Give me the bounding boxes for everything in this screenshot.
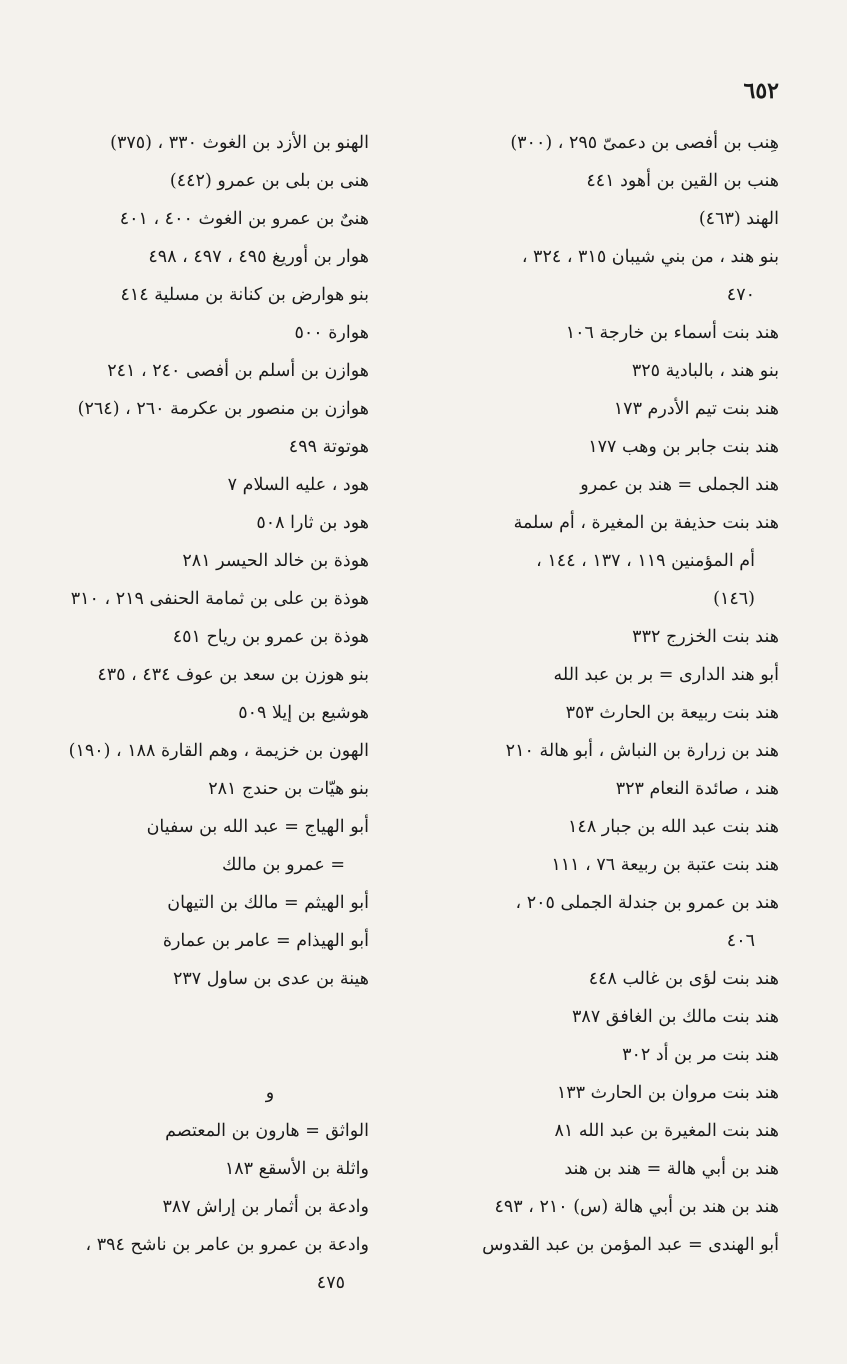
index-entry: أبو الهيثم = مالك بن التيهان — [167, 893, 369, 913]
index-entry-continuation: ٤٧٥ — [316, 1273, 345, 1293]
index-entry-continuation: = عمرو بن مالك — [222, 855, 345, 875]
index-entry: هوارة ٥٠٠ — [294, 323, 369, 343]
index-entry-continuation: ٤٠٦ — [726, 931, 755, 951]
index-entry: هند الجملى = هند بن عمرو — [580, 475, 779, 495]
index-entry: أبو الهياج = عبد الله بن سفيان — [146, 817, 369, 837]
index-entry: هند بن زرارة بن النباش ، أبو هالة ٢١٠ — [505, 741, 779, 761]
index-entry: هند بنت تيم الأدرم ١٧٣ — [613, 399, 779, 419]
index-entry: واثلة بن الأسقع ١٨٣ — [224, 1159, 369, 1179]
index-entry: هند بنت لؤى بن غالب ٤٤٨ — [588, 969, 779, 989]
index-entry: هند بن هند بن أبي هالة (س) ٢١٠ ، ٤٩٣ — [494, 1197, 779, 1217]
index-entry: هنب بن القين بن أهود ٤٤١ — [586, 171, 779, 191]
index-entry: هند بنت عتبة بن ربيعة ٧٦ ، ١١١ — [551, 855, 779, 875]
spacer — [21, 998, 369, 1036]
index-entry-continuation: أم المؤمنين ١١٩ ، ١٣٧ ، ١٤٤ ، — [536, 551, 755, 571]
index-entry: هنى بن بلى بن عمرو (٤٤٢) — [169, 171, 369, 191]
index-column-left — [21, 124, 369, 1302]
index-entry: هند بن أبي هالة = هند بن هند — [564, 1159, 779, 1179]
index-entry: هند بنت مر بن أد ٣٠٢ — [622, 1045, 779, 1065]
index-entry: هود ، عليه السلام ٧ — [227, 475, 369, 495]
index-entry: هوذة بن خالد الحيسر ٢٨١ — [182, 551, 369, 571]
index-entry: الواثق = هارون بن المعتصم — [165, 1121, 369, 1141]
index-entry: بنو هوارض بن كنانة بن مسلية ٤١٤ — [120, 285, 369, 305]
index-entry: هند بنت أسماء بن خارجة ١٠٦ — [565, 323, 779, 343]
index-entry: هود بن ثارا ٥٠٨ — [256, 513, 369, 533]
index-entry: هند بن عمرو بن جندلة الجملى ٢٠٥ ، — [515, 893, 779, 913]
section-letter-heading: و — [265, 1083, 275, 1103]
index-entry: هوشيع بن إيلا ٥٠٩ — [238, 703, 369, 723]
index-entry: وادعة بن عمرو بن عامر بن ناشح ٣٩٤ ، — [85, 1235, 369, 1255]
index-entry: هند بنت جابر بن وهب ١٧٧ — [588, 437, 779, 457]
index-entry: هند بنت ربيعة بن الحارث ٣٥٣ — [565, 703, 779, 723]
index-entry: هند ، صائدة النعام ٣٢٣ — [615, 779, 779, 799]
index-entry: هينة بن عدى بن ساول ٢٣٧ — [172, 969, 369, 989]
index-entry: وادعة بن أثمار بن إراش ٣٨٧ — [162, 1197, 369, 1217]
index-entry: هند بنت مالك بن الغافق ٣٨٧ — [572, 1007, 779, 1027]
index-entry: أبو الهيذام = عامر بن عمارة — [162, 931, 369, 951]
index-entry: هوذة بن عمرو بن رياح ٤٥١ — [172, 627, 369, 647]
index-entry: بنو هوزن بن سعد بن عوف ٤٣٤ ، ٤٣٥ — [97, 665, 369, 685]
index-entry: هند بنت عبد الله بن جبار ١٤٨ — [568, 817, 779, 837]
index-entry: هند بنت الخزرج ٣٣٢ — [632, 627, 779, 647]
index-entry: هوتوتة ٤٩٩ — [288, 437, 369, 457]
index-column-right — [399, 124, 779, 1264]
index-entry: أبو الهندى = عبد المؤمن بن عبد القدوس — [482, 1235, 779, 1255]
index-entry: بنو هند ، بالبادية ٣٢٥ — [631, 361, 779, 381]
index-entry: بنو هيّات بن حندج ٢٨١ — [208, 779, 369, 799]
index-entry: أبو هند الدارى = بر بن عبد الله — [553, 665, 779, 685]
page-number: ٦٥٢ — [743, 78, 779, 104]
index-entry: هِنب بن أفصى بن دعمىّ ٢٩٥ ، (٣٠٠) — [510, 133, 779, 153]
index-entry-continuation: (١٤٦) — [713, 589, 755, 609]
index-entry: هنىٌ بن عمرو بن الغوث ٤٠٠ ، ٤٠١ — [119, 209, 369, 229]
index-entry: الهنو بن الأزد بن الغوث ٣٣٠ ، (٣٧٥) — [110, 133, 369, 153]
index-entry: هند بنت مروان بن الحارث ١٣٣ — [556, 1083, 779, 1103]
index-entry: هند بنت حذيفة بن المغيرة ، أم سلمة — [513, 513, 779, 533]
index-entry: هند بنت المغيرة بن عبد الله ٨١ — [554, 1121, 779, 1141]
index-entry: الهند (٤٦٣) — [698, 209, 779, 229]
index-entry: هوازن بن منصور بن عكرمة ٢٦٠ ، (٢٦٤) — [77, 399, 369, 419]
spacer — [21, 1036, 369, 1074]
index-entry: الهون بن خزيمة ، وهم القارة ١٨٨ ، (١٩٠) — [68, 741, 369, 761]
index-entry: هوازن بن أسلم بن أفصى ٢٤٠ ، ٢٤١ — [107, 361, 369, 381]
index-entry: هوذة بن على بن ثمامة الحنفى ٢١٩ ، ٣١٠ — [70, 589, 369, 609]
index-entry: هوار بن أوريغ ٤٩٥ ، ٤٩٧ ، ٤٩٨ — [148, 247, 369, 267]
index-entry-continuation: ٤٧٠ — [726, 285, 755, 305]
index-entry: بنو هند ، من بني شيبان ٣١٥ ، ٣٢٤ ، — [521, 247, 779, 267]
